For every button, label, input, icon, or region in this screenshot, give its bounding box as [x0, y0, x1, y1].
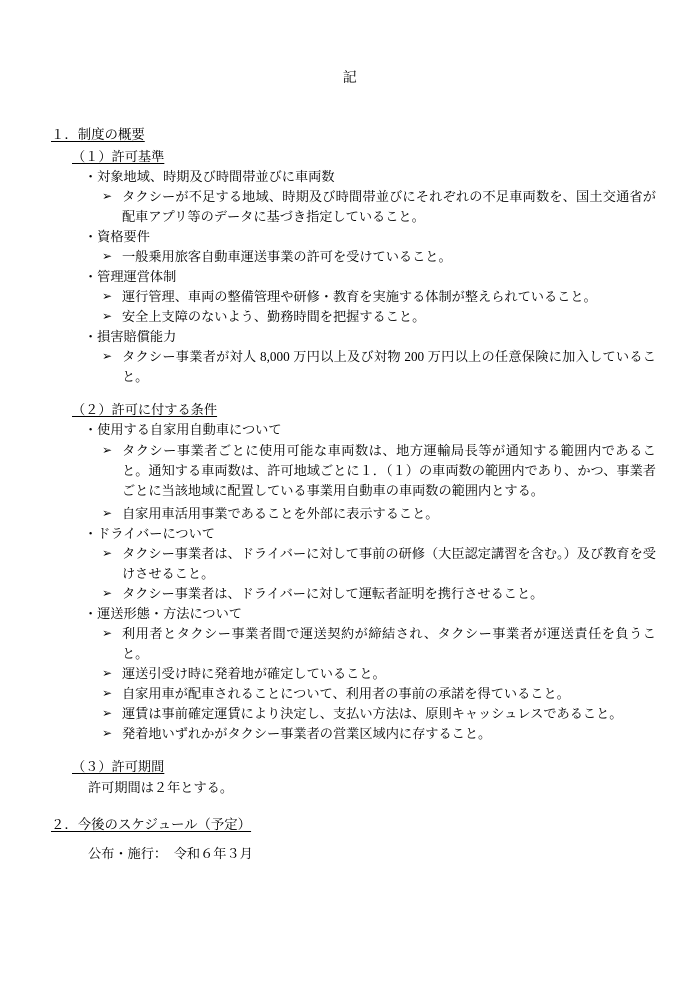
group-label: ・資格要件: [84, 228, 150, 244]
page-title: 記: [342, 71, 358, 86]
arrow-list-item: ➢ タクシー事業者ごとに使用可能な車両数は、地方運輸局長等が通知する範囲内であること。通知する車両数は、許可地域ごとに１．（１）の車両数の範囲内であり、かつ、事業者ごとに当該地域に配置している事業用自動車の車両数の範囲内とする。: [44, 441, 656, 501]
arrow-icon: ➢: [102, 545, 113, 560]
section-heading: ２．今後のスケジュール（予定）: [51, 816, 252, 832]
subsection-kyoka-kijun: [44, 147, 656, 388]
arrow-icon: ➢: [102, 289, 113, 304]
arrow-list-item: ➢ 利用者とタクシー事業者間で運送契約が締結され、タクシー事業者が運送責任を負うこと。: [44, 624, 656, 664]
arrow-list-item: ➢ 安全上支障のないよう、勤務時間を把握すること。: [44, 307, 656, 327]
group-label: ・損害賠償能力: [84, 329, 177, 345]
subsection-heading: （２）許可に付する条件: [72, 402, 218, 418]
arrow-icon: ➢: [102, 505, 113, 520]
subsection-kyoka-kikan: [44, 757, 656, 797]
arrow-list-item: ➢ 自家用車活用事業であることを外部に表示すること。: [44, 504, 656, 524]
group-label: ・対象地域、時期及び時間帯並びに車両数: [84, 168, 335, 184]
arrow-icon: ➢: [102, 666, 113, 681]
arrow-list-item: ➢ 運送引受け時に発着地が確定していること。: [44, 664, 656, 684]
section-seido-no-gaiyo: [44, 125, 656, 797]
arrow-list-item: ➢ 一般乗用旅客自動車運送事業の許可を受けていること。: [44, 247, 656, 267]
arrow-icon: ➢: [102, 309, 113, 324]
arrow-icon: ➢: [102, 686, 113, 701]
arrow-icon: ➢: [102, 585, 113, 600]
arrow-icon: ➢: [102, 706, 113, 721]
subsection-body: 許可期間は２年とする。: [88, 779, 234, 795]
section-heading: １．制度の概要: [51, 127, 145, 143]
section-body: 公布・施行： 令和６年３月: [88, 845, 253, 861]
arrow-icon: ➢: [102, 188, 113, 203]
arrow-icon: ➢: [102, 726, 113, 741]
arrow-icon: ➢: [102, 626, 113, 641]
group-label: ・ドライバーについて: [84, 525, 215, 541]
subsection-kyoka-joken: [44, 400, 656, 744]
arrow-list-item: ➢ 発着地いずれかがタクシー事業者の営業区域内に存すること。: [44, 724, 656, 744]
arrow-list-item: ➢ 運行管理、車両の整備管理や研修・教育を実施する体制が整えられていること。: [44, 287, 656, 307]
subsection-heading: （３）許可期間: [72, 759, 165, 775]
arrow-icon: ➢: [102, 442, 113, 457]
arrow-list-item: ➢ タクシーが不足する地域、時期及び時間帯並びにそれぞれの不足車両数を、国土交通省が配車アプリ等のデータに基づき指定していること。: [44, 187, 656, 227]
arrow-list-item: ➢ 運賃は事前確定運賃により決定し、支払い方法は、原則キャッシュレスであること。: [44, 704, 656, 724]
group-label: ・運送形態・方法について: [84, 606, 242, 622]
group-label: ・使用する自家用自動車について: [84, 422, 282, 438]
arrow-icon: ➢: [102, 248, 113, 263]
section-kongo-no-schedule: [44, 815, 656, 864]
group-label: ・管理運営体制: [84, 269, 177, 285]
arrow-list-item: ➢ タクシー事業者は、ドライバーに対して運転者証明を携行させること。: [44, 584, 656, 604]
subsection-heading: （１）許可基準: [72, 148, 165, 164]
arrow-list-item: ➢ 自家用車が配車されることについて、利用者の事前の承諾を得ていること。: [44, 684, 656, 704]
arrow-list-item: ➢ タクシー事業者が対人 8,000 万円以上及び対物 200 万円以上の任意保険に加入していること。: [44, 347, 656, 387]
arrow-list-item: ➢ タクシー事業者は、ドライバーに対して事前の研修（大臣認定講習を含む。）及び教育を受けさせること。: [44, 544, 656, 584]
arrow-icon: ➢: [102, 349, 113, 364]
